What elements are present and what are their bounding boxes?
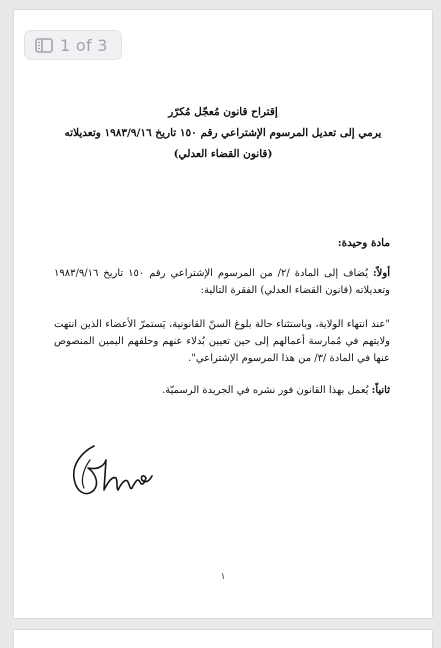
clause-one-label: أولاً: [372,268,390,279]
page-indicator-label: 1 of 3 [60,35,108,55]
clause-two [54,382,390,399]
clause-two-text: يُعمل بهذا القانون فور نشره في الجريدة الرسميّة. [162,385,372,396]
page-number: ١ [220,572,226,582]
document-title: إقتراح قانون مُعجّل مُكرّر [168,106,278,118]
clause-two-label: ثانياً: [371,385,390,396]
clause-one [54,265,390,299]
next-document-page [14,630,432,648]
document-subtitle: يرمي إلى تعديل المرسوم الإشتراعي رقم ١٥٠ تاريخ ١٩٨٣/٩/١٦ وتعديلاته [64,127,382,139]
document-title-block [14,102,432,165]
document-subtitle-law-name: (قانون القضاء العدلي) [173,148,273,160]
handwritten-signature [64,438,156,506]
section-heading: مادة وحيدة: [337,237,390,249]
clause-one-text: يُضاف إلى المادة /٢/ من المرسوم الإشتراعي رقم ١٥٠ تاريخ ١٩٨٣/٩/١٦ وتعديلاته (قانون القضاء العدلي) الفقرة التالية: [54,268,390,296]
document-content [14,10,432,618]
quoted-paragraph: "عند انتهاء الولاية، وباستثناء حالة بلوغ السنّ القانونية، يَستمرّ الأعضاء الذين انتهت ولايتهم في مُمارسة أعمالهم إلى حين تعيين بُدلاء عنهم وحلفهم اليمين المنصوص عنها في المادة /٣/ من هذا المرسوم الإشتراعي". [54,319,390,364]
